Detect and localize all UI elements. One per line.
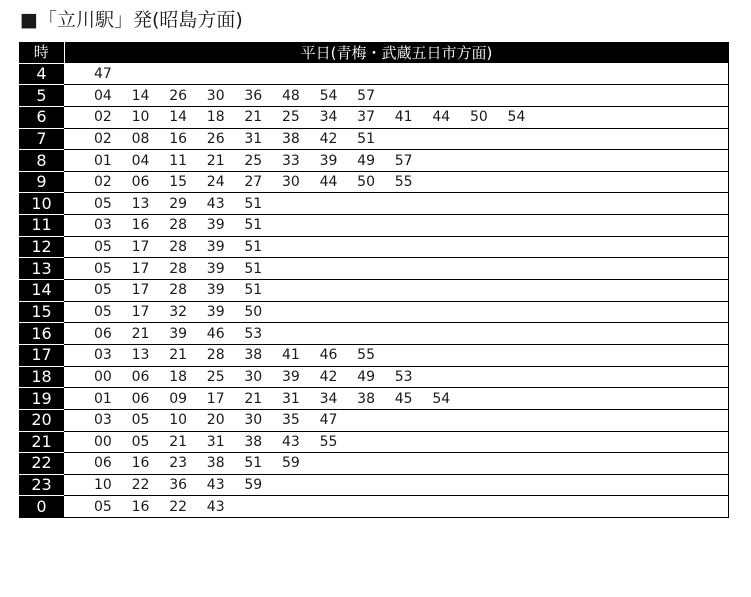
departure-minute: 05 (94, 239, 112, 256)
departure-minute: 10 (94, 477, 112, 494)
table-row (19, 258, 729, 280)
departure-minute: 41 (281, 347, 300, 364)
timetable (19, 42, 729, 518)
departure-minute: 13 (131, 195, 150, 212)
departure-minute: 47 (319, 412, 338, 429)
departure-minute: 13 (131, 347, 150, 364)
minutes-cell (64, 496, 729, 518)
departure-minute: 51 (244, 282, 263, 299)
departure-minute: 21 (169, 347, 188, 364)
departure-minute: 30 (244, 412, 263, 429)
departure-minute: 32 (169, 304, 188, 320)
departure-minute: 16 (169, 130, 188, 147)
departure-minute: 53 (244, 325, 263, 342)
table-row (19, 236, 729, 258)
departure-minute: 55 (357, 347, 375, 364)
departure-minute: 25 (281, 109, 300, 126)
departure-minute: 39 (206, 260, 225, 277)
minutes-cell (64, 128, 729, 150)
minutes-cell (64, 474, 729, 496)
hour-cell: 0 (19, 496, 64, 518)
departure-minute: 51 (244, 260, 263, 277)
departure-minute: 14 (169, 109, 188, 126)
minutes-cell (64, 431, 729, 453)
table-row (19, 171, 729, 193)
departure-minute: 02 (94, 174, 112, 191)
departure-minute: 42 (319, 368, 338, 385)
departure-minute: 06 (94, 325, 112, 342)
hour-cell: 20 (19, 409, 64, 431)
departure-minute: 06 (131, 368, 150, 385)
departure-minute: 38 (357, 390, 375, 407)
departure-minute: 21 (131, 325, 150, 342)
departure-minute: 26 (206, 130, 225, 147)
departure-minute: 03 (94, 412, 112, 429)
table-row (19, 63, 729, 85)
hour-cell: 18 (19, 366, 64, 388)
table-row (19, 150, 729, 172)
departure-minute: 09 (169, 390, 188, 407)
departure-minute: 41 (394, 109, 413, 126)
departure-minute: 21 (169, 433, 188, 450)
departure-minute: 01 (94, 390, 112, 407)
minutes-cell (64, 193, 729, 215)
hour-cell: 10 (19, 193, 64, 215)
hour-cell: 17 (19, 344, 64, 366)
table-row (19, 280, 729, 302)
departure-minute: 17 (131, 239, 150, 256)
departure-minute: 20 (206, 412, 225, 429)
departure-minute: 06 (131, 174, 150, 191)
departure-minute: 28 (206, 347, 225, 364)
table-row (19, 193, 729, 215)
minutes-cell (64, 280, 729, 302)
departure-minute: 50 (469, 109, 488, 126)
departure-minute: 05 (94, 282, 112, 299)
departure-minute: 51 (244, 239, 263, 256)
departure-minute: 06 (131, 390, 150, 407)
departure-minute: 22 (131, 477, 150, 494)
departure-minute: 39 (281, 368, 300, 385)
departure-minute: 17 (131, 304, 150, 320)
departure-minute: 16 (131, 498, 150, 515)
departure-minute: 04 (131, 152, 150, 169)
minutes-cell (64, 366, 729, 388)
departure-minute: 30 (206, 87, 225, 104)
departure-minute: 54 (319, 87, 338, 104)
departure-minute: 17 (131, 260, 150, 277)
page-title: ■「立川駅」発(昭島方面) (20, 9, 243, 31)
departure-minute: 03 (94, 347, 112, 364)
departure-minute: 05 (94, 498, 112, 515)
departure-minute: 05 (131, 412, 150, 429)
departure-minute: 39 (206, 304, 225, 320)
table-row (19, 431, 729, 453)
departure-minute: 44 (319, 174, 338, 191)
hour-cell: 23 (19, 474, 64, 496)
departure-minute: 51 (244, 217, 263, 234)
minutes-cell (64, 388, 729, 410)
departure-minute: 23 (169, 455, 188, 472)
departure-minute: 43 (206, 195, 225, 212)
departure-minute: 28 (169, 260, 188, 277)
departure-minute: 01 (94, 152, 112, 169)
departure-minute: 51 (244, 195, 263, 212)
departure-minute: 46 (319, 347, 338, 364)
departure-minute: 39 (206, 239, 225, 256)
minutes-cell (64, 301, 729, 323)
table-row (19, 344, 729, 366)
table-row (19, 388, 729, 410)
hour-cell: 4 (19, 63, 64, 85)
departure-minute: 39 (206, 217, 225, 234)
table-row (19, 453, 729, 475)
table-row (19, 366, 729, 388)
table-row (19, 106, 729, 128)
hour-cell: 9 (19, 171, 64, 193)
departure-minute: 17 (206, 390, 225, 407)
minutes-cell (64, 409, 729, 431)
departure-minute: 36 (169, 477, 188, 494)
minutes-cell (64, 344, 729, 366)
departure-minute: 16 (131, 217, 150, 234)
minutes-cell (64, 236, 729, 258)
departure-minute: 14 (131, 87, 150, 104)
departure-minute: 05 (94, 260, 112, 277)
minutes-cell (64, 453, 729, 475)
departure-minute: 44 (432, 109, 451, 126)
minutes-cell (64, 258, 729, 280)
departure-minute: 18 (206, 109, 225, 126)
hour-cell: 21 (19, 431, 64, 453)
departure-minute: 46 (206, 325, 225, 342)
minutes-cell (64, 85, 729, 107)
departure-minute: 10 (169, 412, 188, 429)
departure-minute: 59 (244, 477, 263, 494)
table-row (19, 128, 729, 150)
departure-minute: 24 (206, 174, 225, 191)
departure-minute: 30 (244, 368, 263, 385)
departure-minute: 55 (394, 174, 413, 191)
departure-minute: 55 (319, 433, 338, 450)
departure-minute: 48 (281, 87, 300, 104)
departure-minute: 28 (169, 239, 188, 256)
departure-minute: 31 (244, 130, 263, 147)
hour-column-header: 時 (19, 42, 64, 63)
minutes-cell (64, 215, 729, 237)
departure-minute: 53 (394, 368, 413, 385)
departure-minute: 37 (357, 109, 375, 126)
departure-minute: 00 (94, 433, 112, 450)
departure-minute: 30 (281, 174, 300, 191)
departure-minute: 05 (94, 195, 112, 212)
departure-minute: 43 (206, 498, 225, 515)
departure-minute: 05 (94, 304, 112, 320)
departure-minute: 51 (244, 455, 263, 472)
departure-minute: 06 (94, 455, 112, 472)
table-row (19, 474, 729, 496)
hour-cell: 12 (19, 236, 64, 258)
departure-minute: 31 (281, 390, 300, 407)
departure-minute: 31 (206, 433, 225, 450)
departure-minute: 26 (169, 87, 188, 104)
hour-cell: 22 (19, 453, 64, 475)
departure-minute: 38 (244, 347, 263, 364)
departure-minute: 22 (169, 498, 188, 515)
departure-minute: 36 (244, 87, 263, 104)
departure-minute: 43 (281, 433, 300, 450)
departure-minute: 50 (357, 174, 375, 191)
departure-minute: 38 (206, 455, 225, 472)
departure-minute: 15 (169, 174, 188, 191)
departure-minute: 21 (244, 390, 263, 407)
hour-cell: 5 (19, 85, 64, 107)
departure-minute: 47 (94, 65, 112, 82)
departure-minute: 10 (131, 109, 150, 126)
hour-cell: 7 (19, 128, 64, 150)
minutes-cell (64, 171, 729, 193)
departure-minute: 33 (281, 152, 300, 169)
direction-column-header: 平日(青梅・武蔵五日市方面) (64, 42, 729, 63)
departure-minute: 54 (432, 390, 451, 407)
hour-cell: 15 (19, 301, 64, 323)
departure-minute: 45 (394, 390, 413, 407)
departure-minute: 34 (319, 390, 338, 407)
departure-minute: 29 (169, 195, 188, 212)
departure-minute: 28 (169, 282, 188, 299)
departure-minute: 03 (94, 217, 112, 234)
departure-minute: 21 (206, 152, 225, 169)
table-row (19, 496, 729, 518)
departure-minute: 27 (244, 174, 263, 191)
minutes-cell (64, 150, 729, 172)
departure-minute: 39 (206, 282, 225, 299)
departure-minute: 54 (507, 109, 526, 126)
departure-minute: 38 (244, 433, 263, 450)
departure-minute: 00 (94, 368, 112, 385)
departure-minute: 49 (357, 152, 375, 169)
departure-minute: 51 (357, 130, 375, 147)
departure-minute: 04 (94, 87, 112, 104)
minutes-cell (64, 63, 729, 85)
hour-cell: 8 (19, 150, 64, 172)
departure-minute: 16 (131, 455, 150, 472)
departure-minute: 34 (319, 109, 338, 126)
departure-minute: 05 (131, 433, 150, 450)
departure-minute: 49 (357, 368, 375, 385)
departure-minute: 11 (169, 152, 188, 169)
departure-minute: 59 (281, 455, 300, 472)
departure-minute: 25 (244, 152, 263, 169)
departure-minute: 28 (169, 217, 188, 234)
departure-minute: 42 (319, 130, 338, 147)
timetable-body (19, 63, 729, 517)
table-row (19, 301, 729, 323)
departure-minute: 57 (357, 87, 375, 104)
departure-minute: 21 (244, 109, 263, 126)
hour-cell: 13 (19, 258, 64, 280)
departure-minute: 43 (206, 477, 225, 494)
departure-minute: 38 (281, 130, 300, 147)
departure-minute: 39 (319, 152, 338, 169)
table-row (19, 215, 729, 237)
departure-minute: 08 (131, 130, 150, 147)
minutes-cell (64, 323, 729, 345)
departure-minute: 02 (94, 130, 112, 147)
departure-minute: 35 (281, 412, 300, 429)
departure-minute: 02 (94, 109, 112, 126)
departure-minute: 25 (206, 368, 225, 385)
departure-minute: 57 (394, 152, 413, 169)
departure-minute: 50 (244, 304, 263, 320)
table-row (19, 85, 729, 107)
table-row (19, 323, 729, 345)
departure-minute: 17 (131, 282, 150, 299)
hour-cell: 11 (19, 215, 64, 237)
departure-minute: 18 (169, 368, 188, 385)
hour-cell: 19 (19, 388, 64, 410)
departure-minute: 39 (169, 325, 188, 342)
hour-cell: 16 (19, 323, 64, 345)
minutes-cell (64, 106, 729, 128)
hour-cell: 6 (19, 106, 64, 128)
header-row (19, 42, 729, 63)
hour-cell: 14 (19, 280, 64, 302)
table-row (19, 409, 729, 431)
